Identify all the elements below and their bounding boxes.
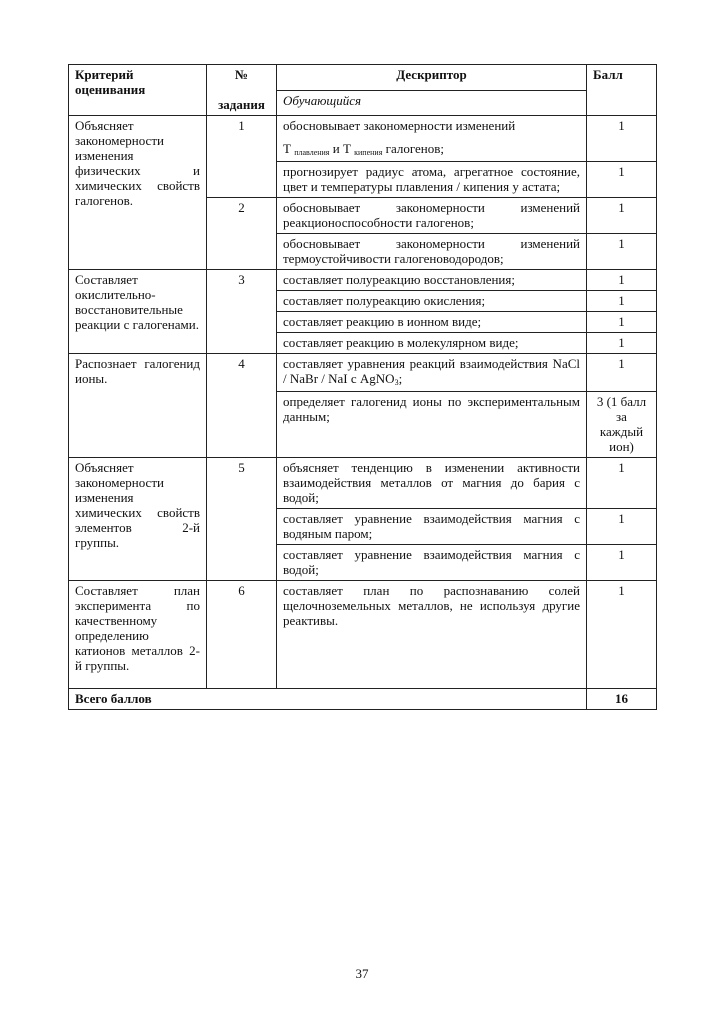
total-label: Всего баллов — [69, 689, 587, 710]
descriptor-text: обосновывает закономерности изменений — [283, 118, 516, 133]
descriptor-cell: составляет реакцию в ионном виде; — [277, 312, 587, 333]
descriptor-cell: определяет галогенид ионы по экспериментальным данным; — [277, 392, 587, 458]
formula-subscript: 3 — [394, 378, 399, 387]
points-cell: 1 — [587, 116, 657, 162]
boiling-subscript: кипения — [354, 148, 383, 157]
points-cell: 1 — [587, 291, 657, 312]
points-cell: 1 — [587, 458, 657, 509]
descriptor-cell: составляет уравнение взаимодействия магния с водяным паром; — [277, 509, 587, 545]
header-task-word: задания — [218, 97, 265, 112]
points-cell: 1 — [587, 312, 657, 333]
header-task-number — [207, 65, 277, 116]
task-number: 1 — [207, 116, 277, 198]
descriptor-cell: объясняет тенденцию в изменении активности взаимодействия металлов от магния до бария с водой; — [277, 458, 587, 509]
descriptor-text: галогенов; — [385, 141, 444, 156]
header-row — [69, 65, 657, 91]
points-cell: 1 — [587, 198, 657, 234]
descriptor-cell: прогнозирует радиус атома, агрегатное состояние, цвет и температуры плавления / кипения у астата; — [277, 162, 587, 198]
rubric-row — [69, 581, 657, 689]
points-cell: 1 — [587, 354, 657, 392]
header-learner: Обучающийся — [277, 90, 587, 116]
total-row — [69, 689, 657, 710]
points-cell: 1 — [587, 545, 657, 581]
descriptor-cell — [277, 354, 587, 392]
temperature-symbol: и Т — [332, 141, 351, 156]
descriptor-cell: обосновывает закономерности изменений термоустойчивости галогеноводородов; — [277, 234, 587, 270]
descriptor-text: составляет уравнения реакций взаимодействия NaCl / NaBr / NaI с AgNO — [283, 356, 580, 386]
descriptor-text: ; — [398, 371, 403, 386]
header-number-sign: № — [234, 67, 249, 82]
rubric-row — [69, 458, 657, 509]
criterion-cell: Составляет план эксперимента по качественному определению катионов металлов 2-й группы. — [69, 581, 207, 689]
descriptor-cell: составляет план по распознаванию солей щелочноземельных металлов, не используя другие реактивы. — [277, 581, 587, 689]
header-descriptor: Дескриптор — [277, 65, 587, 91]
task-number: 2 — [207, 198, 277, 270]
descriptor-cell: составляет полуреакцию восстановления; — [277, 270, 587, 291]
descriptor-cell: составляет полуреакцию окисления; — [277, 291, 587, 312]
assessment-rubric-table — [68, 64, 657, 710]
task-number: 5 — [207, 458, 277, 581]
points-cell: 1 — [587, 581, 657, 689]
points-cell: 1 — [587, 234, 657, 270]
melting-subscript: плавления — [294, 148, 330, 157]
header-criterion: Критерий оценивания — [69, 65, 207, 116]
page-number: 37 — [355, 966, 369, 981]
criterion-cell: Распознает галогенид ионы. — [69, 354, 207, 458]
temperature-symbol: Т — [283, 141, 291, 156]
points-cell: 3 (1 балл за каждый ион) — [587, 392, 657, 458]
descriptor-cell: составляет уравнение взаимодействия магния с водой; — [277, 545, 587, 581]
rubric-row — [69, 270, 657, 291]
points-cell: 1 — [587, 270, 657, 291]
rubric-row — [69, 354, 657, 392]
descriptor-cell: обосновывает закономерности изменений реакционоспособности галогенов; — [277, 198, 587, 234]
criterion-cell: Объясняет закономерности изменения физических и химических свойств галогенов. — [69, 116, 207, 270]
task-number: 6 — [207, 581, 277, 689]
task-number: 4 — [207, 354, 277, 458]
criterion-cell: Составляет окислительно-восстановительные реакции с галогенами. — [69, 270, 207, 354]
task-number: 3 — [207, 270, 277, 354]
rubric-row — [69, 116, 657, 162]
descriptor-cell: составляет реакцию в молекулярном виде; — [277, 333, 587, 354]
points-cell: 1 — [587, 509, 657, 545]
criterion-cell: Объясняет закономерности изменения химических свойств элементов 2-й группы. — [69, 458, 207, 581]
descriptor-cell — [277, 116, 587, 162]
points-cell: 1 — [587, 162, 657, 198]
points-cell: 1 — [587, 333, 657, 354]
total-points: 16 — [587, 689, 657, 710]
header-points: Балл — [587, 65, 657, 116]
